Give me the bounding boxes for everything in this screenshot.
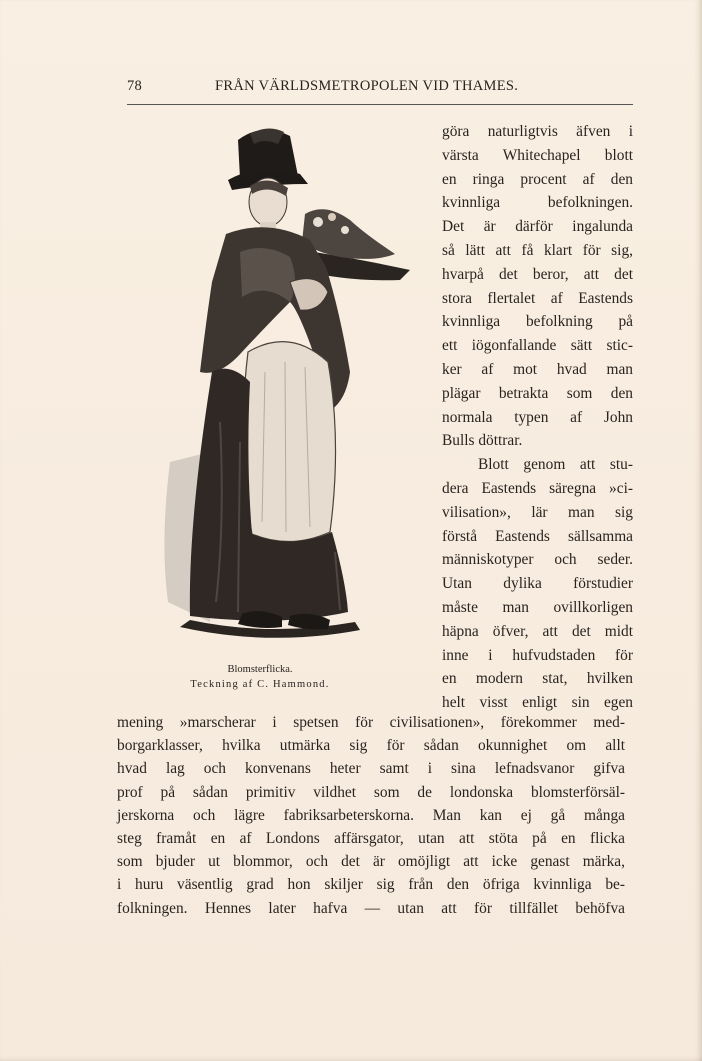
text-line: i huru väsentlig grad hon skiljer sig från den öfriga kvinnliga be- (117, 876, 625, 894)
text-line: helt visst enligt sin egen (442, 694, 633, 712)
text-line: så lätt att få klart för sig, (442, 241, 633, 259)
text-line: hvad lag och konvenans heter samt i sina lefnadsvanor gifva (117, 760, 625, 778)
flower-girl-illustration (150, 122, 420, 652)
text-line: prof på sådan primitiv vildhet som de londonska blomsterförsäl- (117, 783, 625, 801)
text-line: vilisation», lär man sig (442, 503, 633, 521)
text-line: dera Eastends säregna »ci- (442, 479, 633, 497)
text-line: plägar betrakta som den (442, 384, 633, 402)
text-line: Det är därför ingalunda (442, 218, 633, 236)
text-line: Blott genom att stu- (478, 456, 633, 474)
text-line: ker af mot hvad man (442, 360, 633, 378)
text-line: Utan dylika förstudier (442, 575, 633, 593)
text-line: kvinnliga befolkningen. (442, 194, 633, 212)
text-line: stora flertalet af Eastends (442, 289, 633, 307)
text-line: värsta Whitechapel blott (442, 146, 633, 164)
text-line: häpna öfver, att det midt (442, 622, 633, 640)
text-line: hvarpå det beror, att det (442, 265, 633, 283)
right-column-text (442, 120, 633, 715)
full-width-text (117, 711, 625, 920)
text-line: mening »marscherar i spetsen för civilisationen», förekommer med- (117, 714, 625, 731)
text-line: ett iögonfallande sätt stic- (442, 337, 633, 355)
text-line: steg framåt en af Londons affärsgator, utan att stöta på en flicka (117, 829, 625, 847)
text-line: förstå Eastends sällsamma (442, 527, 633, 545)
page-number: 78 (127, 78, 143, 94)
text-line: måste man ovillkorligen (442, 598, 633, 616)
text-line: borgarklasser, hvilka utmärka sig för sådan okunnighet om allt (117, 737, 625, 755)
text-line: en ringa procent af den (442, 170, 633, 188)
header-rule (127, 104, 633, 105)
text-line: folkningen. Hennes later hafva — utan att för tillfället behöfva (117, 899, 625, 917)
caption-title: Blomsterflicka. (227, 664, 293, 675)
running-title: FRÅN VÄRLDSMETROPOLEN VID THAMES. (215, 78, 519, 94)
text-line: kvinnliga befolkning på (442, 313, 633, 331)
text-line: jerskorna och lägre fabriksarbeterskorna. Man kan ej gå många (117, 806, 625, 824)
text-line: människotyper och seder. (442, 551, 633, 569)
caption-credit: Teckning af C. Hammond. (190, 679, 330, 690)
text-line: som bjuder ut blommor, och det är omöjligt att icke genast märka, (117, 853, 625, 871)
figure-caption (150, 662, 370, 692)
text-line: göra naturligtvis äfven i (442, 123, 633, 140)
text-line: en modern stat, hvilken (442, 670, 633, 688)
text-line: Bulls döttrar. (442, 432, 523, 450)
text-line: normala typen af John (442, 408, 633, 426)
text-line: inne i hufvudstaden för (442, 646, 633, 664)
running-header (127, 78, 633, 100)
